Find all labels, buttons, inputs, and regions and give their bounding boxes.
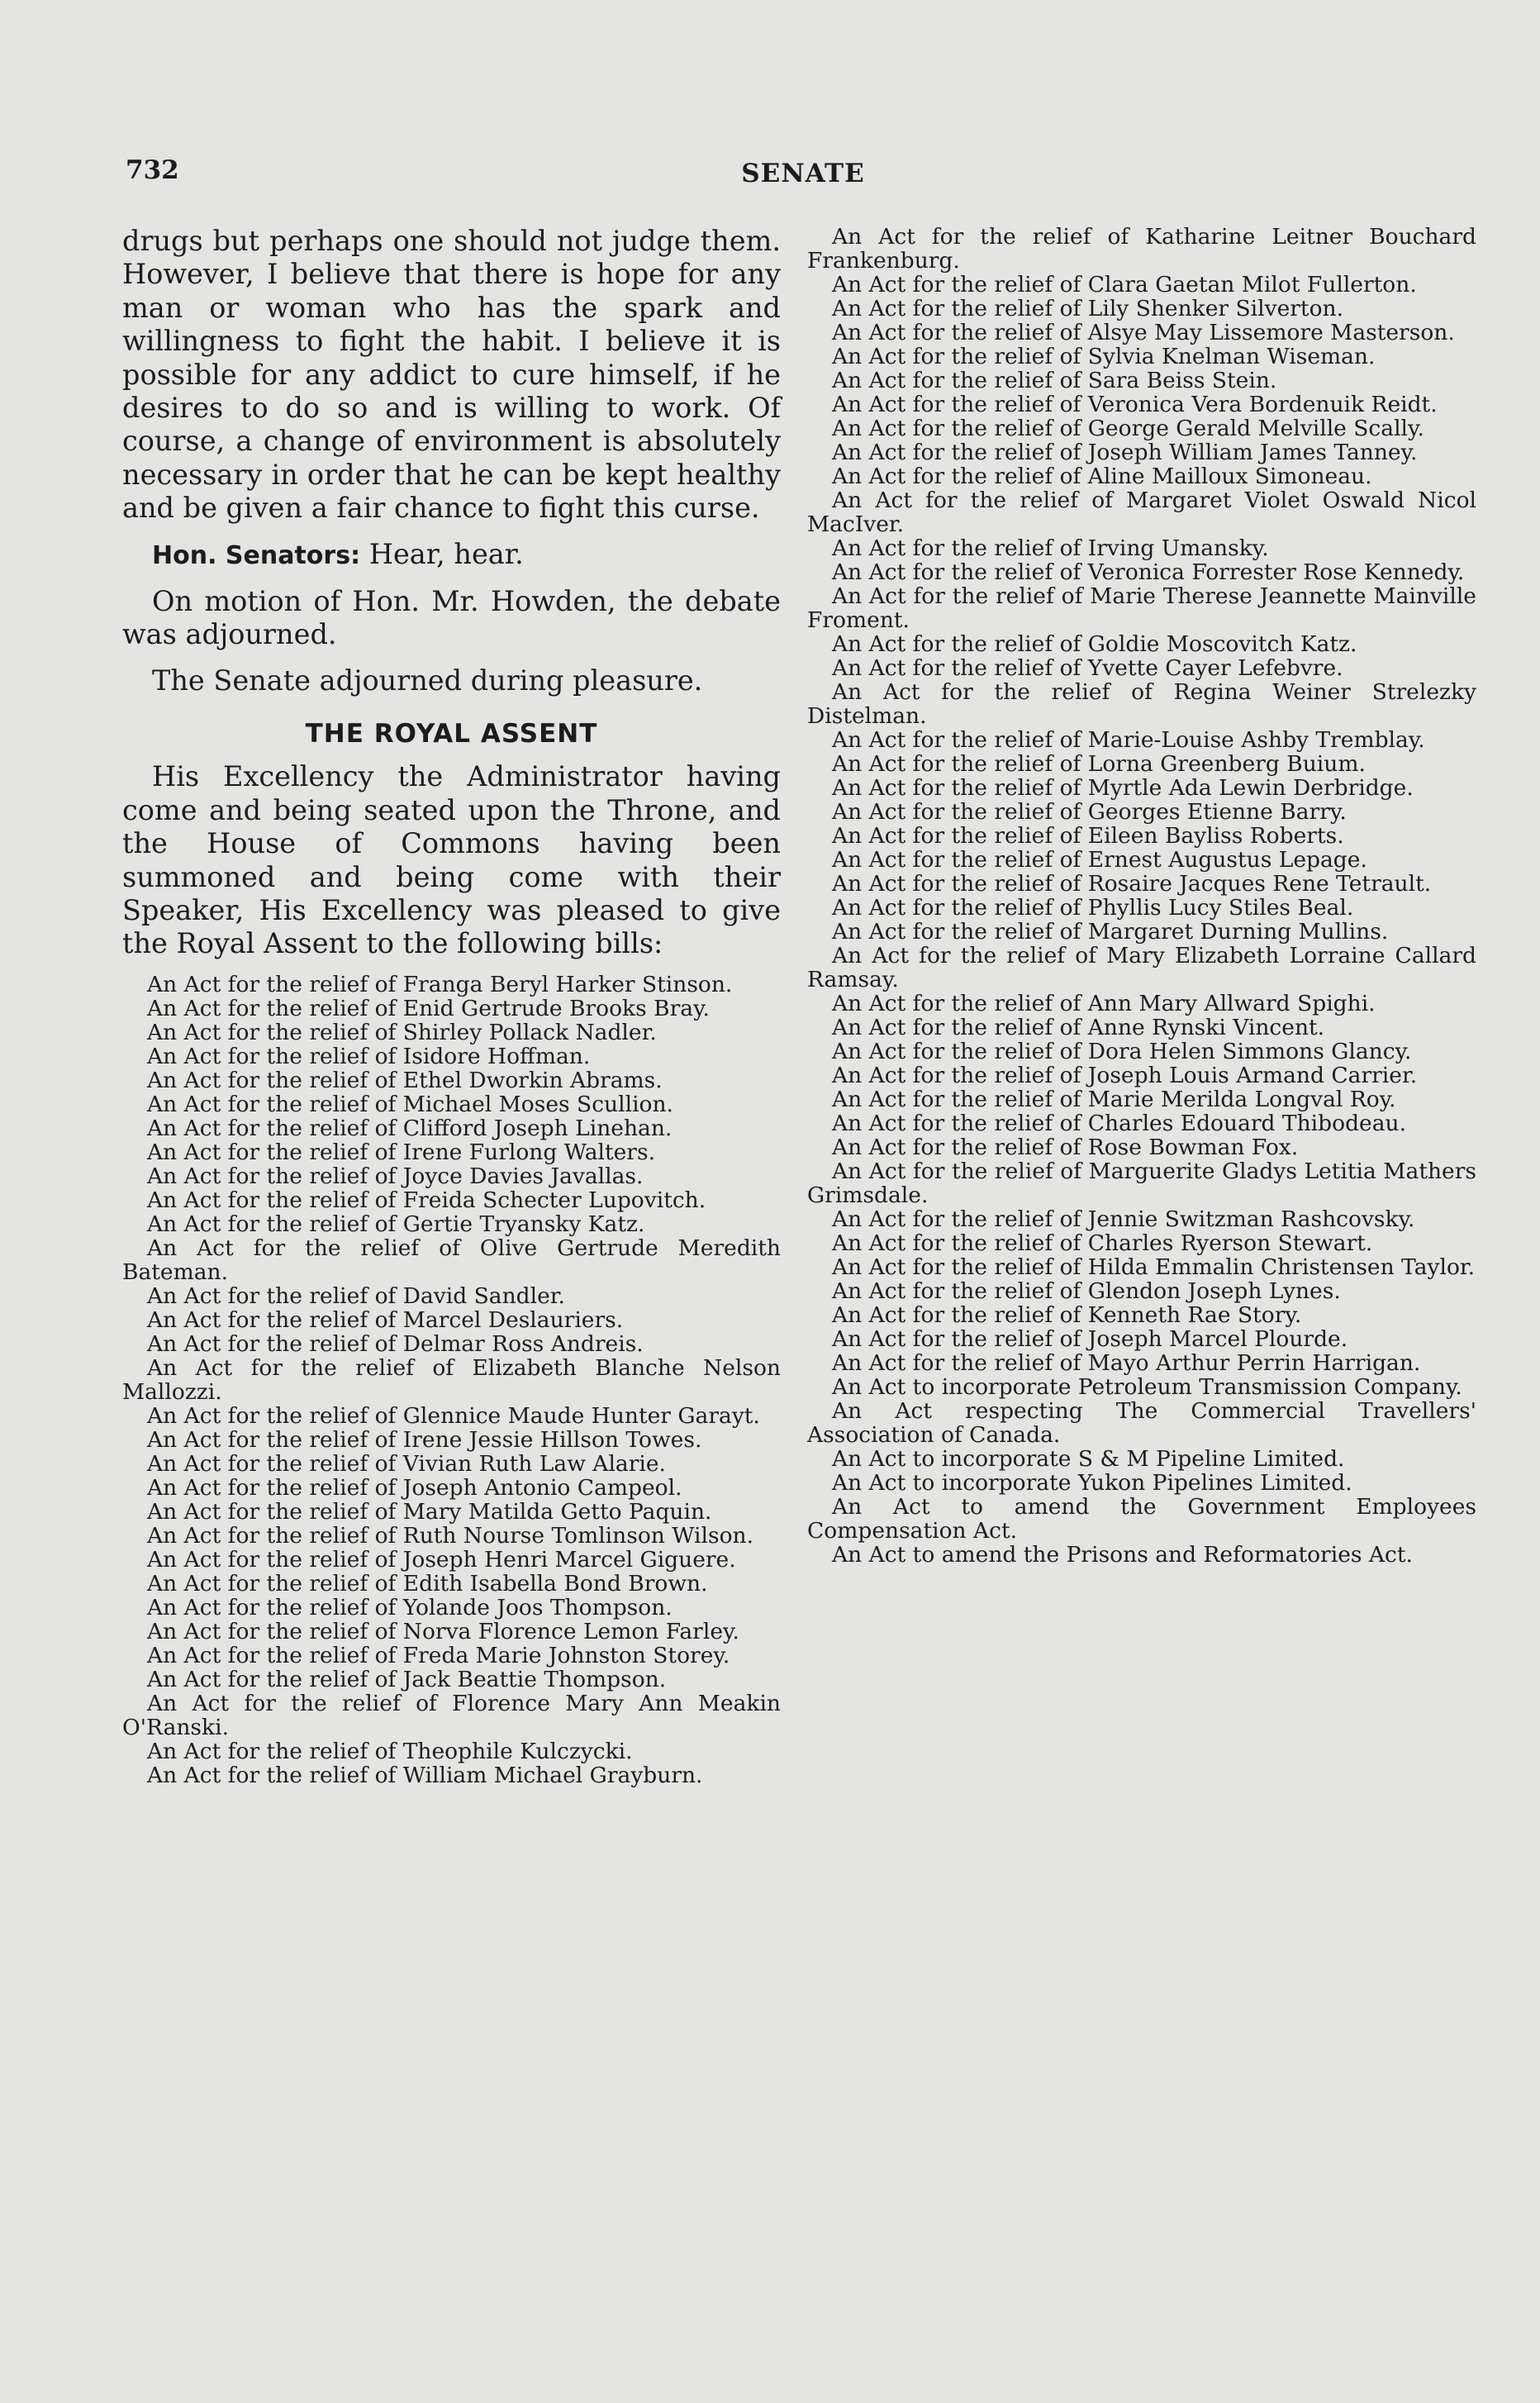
bill-list-left (122, 973, 781, 1787)
bill-item: An Act for the relief of Hilda Emmalin Christensen Taylor. (832, 1254, 1476, 1280)
bill-item: An Act for the relief of George Gerald Melville Scally. (832, 416, 1424, 441)
left-column (122, 225, 781, 1787)
bill-item: An Act for the relief of Irene Furlong Walters. (147, 1139, 655, 1165)
bill-item: An Act for the relief of Jack Beattie Thompson. (147, 1666, 667, 1692)
bill-item: An Act for the relief of Joseph Marcel Plourde. (832, 1326, 1348, 1352)
bill-item: An Act for the relief of Dora Helen Simmons Glancy. (832, 1039, 1412, 1064)
bill-item: An Act for the relief of Regina Weiner Strelezky Distelman. (807, 679, 1476, 729)
bill-item: An Act for the relief of Clara Gaetan Milot Fullerton. (832, 272, 1417, 297)
bill-item: An Act for the relief of Theophile Kulczycki. (147, 1738, 633, 1764)
bill-item: An Act for the relief of Freida Schecter Lupovitch. (147, 1187, 706, 1213)
bill-item: An Act for the relief of Katharine Leitner Bouchard Frankenburg. (807, 224, 1476, 274)
right-column (807, 225, 1476, 1567)
speaker-name: Hon. Senators: (152, 540, 361, 570)
bill-item: An Act for the relief of Veronica Forrester Rose Kennedy. (832, 559, 1465, 585)
bill-item: An Act for the relief of Enid Gertrude Brooks Bray. (147, 995, 710, 1021)
bill-item: An Act for the relief of Delmar Ross Andreis. (147, 1330, 644, 1357)
bill-item: An Act for the relief of Clifford Joseph Linehan. (147, 1115, 673, 1141)
bill-item: An Act for the relief of Isidore Hoffman. (147, 1043, 591, 1069)
bill-item: An Act for the relief of Edith Isabella Bond Brown. (147, 1570, 708, 1596)
bill-item: An Act for the relief of Marcel Deslauriers. (147, 1306, 624, 1333)
bill-item: An Act for the relief of Yvette Cayer Lefebvre. (832, 655, 1343, 681)
bill-item: An Act for the relief of Lorna Greenberg Buium. (832, 751, 1366, 777)
bill-item: An Act for the relief of Yolande Joos Thompson. (147, 1594, 673, 1620)
bill-item: An Act for the relief of Marie-Louise Ashby Tremblay. (832, 727, 1425, 753)
bill-item: An Act for the relief of Charles Edouard Thibodeau. (832, 1111, 1407, 1136)
bill-item: An Act for the relief of Irene Jessie Hillson Towes. (147, 1426, 702, 1453)
bill-item: An Act for the relief of Anne Rynski Vincent. (832, 1015, 1325, 1040)
bill-item: An Act for the relief of Sara Beiss Stein. (832, 368, 1277, 393)
bill-item: An Act for the relief of Joseph Louis Armand Carrier. (832, 1063, 1418, 1088)
bill-list-right (807, 225, 1476, 1567)
bill-item: An Act for the relief of Marguerite Gladys Letitia Mathers Grimsdale. (807, 1159, 1476, 1208)
bill-item: An Act for the relief of Michael Moses Scullion. (147, 1091, 673, 1117)
bill-item: An Act to incorporate Yukon Pipelines Limited. (832, 1470, 1352, 1496)
bill-item: An Act for the relief of Marie Merilda Longval Roy. (832, 1087, 1396, 1112)
bill-item: An Act for the relief of Rosaire Jacques Rene Tetrault. (832, 871, 1432, 897)
bill-item: An Act for the relief of Georges Etienne Barry. (832, 799, 1347, 825)
bill-item: An Act for the relief of Franga Beryl Harker Stinson. (147, 971, 733, 997)
page-number: 732 (126, 155, 179, 185)
bill-item: An Act for the relief of Ethel Dworkin Abrams. (147, 1067, 663, 1093)
bill-item: An Act for the relief of Sylvia Knelman Wiseman. (832, 344, 1376, 369)
bill-item: An Act for the relief of Mayo Arthur Perrin Harrigan. (832, 1350, 1421, 1376)
bill-item: An Act for the relief of Jennie Switzman Rashcovsky. (832, 1206, 1415, 1232)
bill-item: An Act for the relief of Glendon Joseph Lynes. (832, 1278, 1341, 1304)
bill-item: An Act for the relief of Olive Gertrude Meredith Bateman. (122, 1235, 781, 1285)
bill-item: An Act for the relief of Joseph William James Tanney. (832, 440, 1418, 465)
bill-item: An Act for the relief of Joseph Antonio Campeol. (147, 1474, 682, 1501)
page-header (126, 155, 1481, 197)
bill-item: An Act for the relief of Gertie Tryansky Katz. (147, 1211, 645, 1237)
bill-item: An Act for the relief of Ruth Nourse Tomlinson Wilson. (147, 1522, 754, 1549)
bill-item: An Act for the relief of David Sandler. (147, 1282, 565, 1309)
bill-item: An Act for the relief of Irving Umansky. (832, 535, 1269, 561)
bill-item: An Act to incorporate S & M Pipeline Limited. (832, 1446, 1345, 1472)
bill-item: An Act to amend the Prisons and Reformatories Act. (832, 1542, 1413, 1568)
bill-item: An Act for the relief of Florence Mary Ann Meakin O'Ranski. (122, 1690, 781, 1740)
bill-item: An Act for the relief of Veronica Vera Bordenuik Reidt. (832, 392, 1438, 417)
bill-item: An Act for the relief of Freda Marie Johnston Storey. (147, 1642, 730, 1668)
bill-item: An Act for the relief of Eileen Bayliss Roberts. (832, 823, 1344, 849)
bill-item: An Act for the relief of Phyllis Lucy Stiles Beal. (832, 895, 1354, 921)
bill-item: An Act for the relief of Shirley Pollack Nadler. (147, 1019, 657, 1045)
bill-item: An Act for the relief of Lily Shenker Silverton. (832, 296, 1344, 321)
bill-item: An Act for the relief of Mary Elizabeth Lorraine Callard Ramsay. (807, 943, 1476, 992)
bill-item: An Act for the relief of Joyce Davies Javallas. (147, 1163, 644, 1189)
bill-item: An Act for the relief of Norva Florence Lemon Farley. (147, 1618, 739, 1644)
bill-item: An Act for the relief of Charles Ryerson Stewart. (832, 1230, 1373, 1256)
bill-item: An Act to incorporate Petroleum Transmission Company. (832, 1374, 1462, 1400)
bill-item: An Act for the relief of Marie Therese Jeannette Mainville Froment. (807, 583, 1476, 633)
bill-item: An Act for the relief of Aline Mailloux Simoneau. (832, 464, 1372, 489)
bill-item: An Act for the relief of Elizabeth Blanche Nelson Mallozzi. (122, 1354, 781, 1405)
royal-assent-paragraph: His Excellency the Administrator having come and being seated upon the Throne, and the House of Commons having been summoned and being come with their Speaker, His Excellency was pleased to give the Royal Assent to the following bills: (122, 760, 781, 960)
bill-item: An Act for the relief of Joseph Henri Marcel Giguere. (147, 1546, 736, 1573)
bill-item: An Act to amend the Government Employees Compensation Act. (807, 1494, 1476, 1544)
bill-item: An Act for the relief of Ann Mary Allward Spighi. (832, 991, 1376, 1016)
interjection-text: Hear, hear. (368, 537, 524, 570)
adjourned-paragraph: The Senate adjourned during pleasure. (152, 664, 703, 697)
speech-continuation: drugs but perhaps one should not judge them. However, I believe that there is hope for any man or woman who has the spark and willingness to fight the habit. I believe it is possible for any addict to cure himself, if he desires to do so and is willing to work. Of course, a change of environment is absolutely necessary in order that he can be kept healthy and be given a fair chance to fight this curse. (122, 225, 781, 525)
bill-item: An Act for the relief of Margaret Violet Oswald Nicol MacIver. (807, 488, 1476, 537)
bill-item: An Act respecting The Commercial Travellers' Association of Canada. (807, 1398, 1476, 1448)
bill-item: An Act for the relief of Glennice Maude Hunter Garayt. (147, 1402, 760, 1429)
motion-paragraph: On motion of Hon. Mr. Howden, the debate was adjourned. (122, 585, 781, 651)
senators-interjection (122, 538, 781, 573)
bill-item: An Act for the relief of Alsye May Lissemore Masterson. (832, 320, 1455, 345)
bill-item: An Act for the relief of Rose Bowman Fox. (832, 1135, 1299, 1160)
bill-item: An Act for the relief of Vivian Ruth Law Alarie. (147, 1450, 666, 1477)
bill-item: An Act for the relief of Goldie Moscovitch Katz. (832, 631, 1357, 657)
running-head: SENATE (741, 159, 865, 188)
bill-item: An Act for the relief of Margaret Durning Mullins. (832, 919, 1389, 945)
section-heading: THE ROYAL ASSENT (305, 719, 598, 749)
bill-item: An Act for the relief of William Michael Grayburn. (147, 1762, 703, 1788)
bill-item: An Act for the relief of Kenneth Rae Story. (832, 1302, 1302, 1328)
bill-item: An Act for the relief of Myrtle Ada Lewin Derbridge. (832, 775, 1414, 801)
bill-item: An Act for the relief of Mary Matilda Getto Paquin. (147, 1498, 712, 1525)
bill-item: An Act for the relief of Ernest Augustus Lepage. (832, 847, 1367, 873)
